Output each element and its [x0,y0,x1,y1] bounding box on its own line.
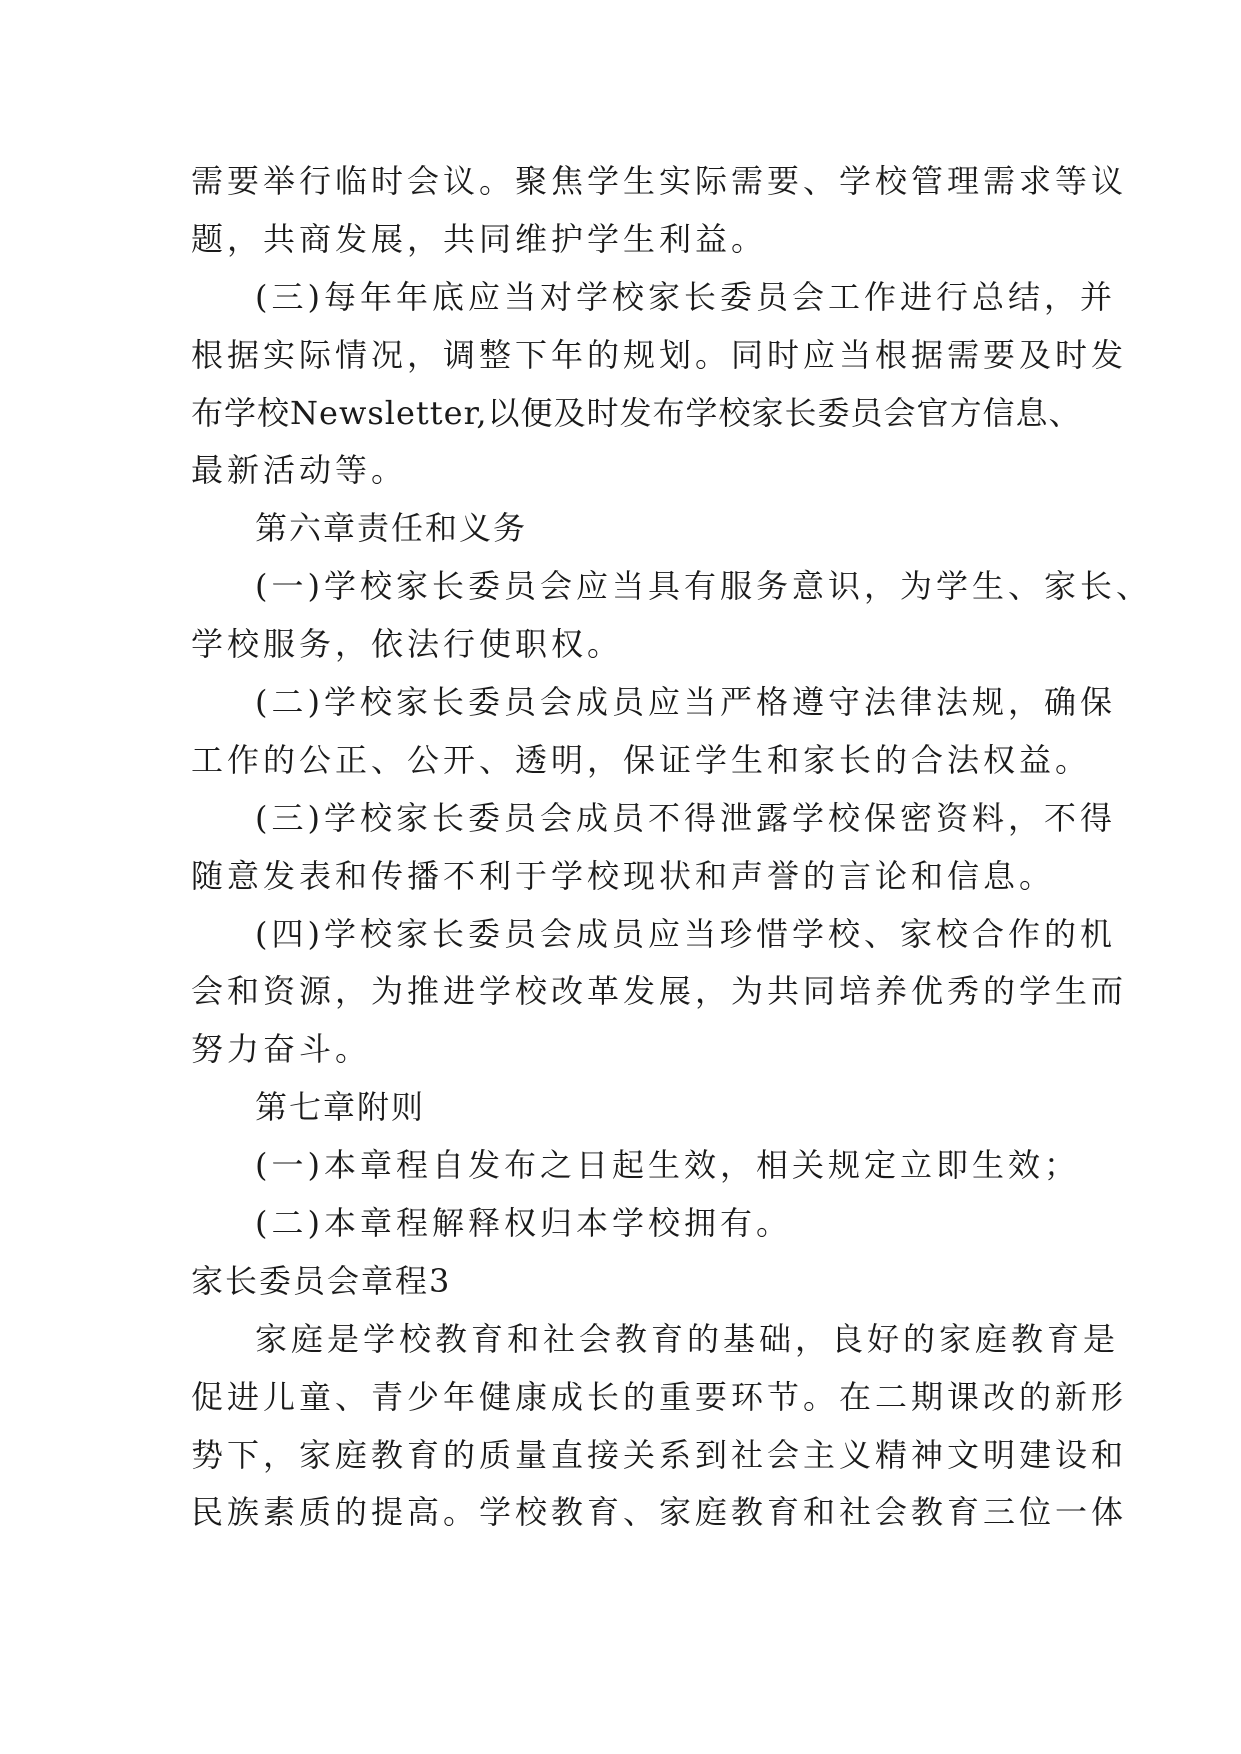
paragraph-line: 民族素质的提高。学校教育、家庭教育和社会教育三位一体 [191,1493,1128,1532]
paragraph-line: (二)学校家长委员会成员应当严格遵守法律法规，确保 [255,683,1116,722]
paragraph-line: 题，共商发展，共同维护学生利益。 [191,219,768,258]
paragraph-line: (三)每年年底应当对学校家长委员会工作进行总结，并 [255,277,1116,316]
paragraph-line: (一)本章程自发布之日起生效，相关规定立即生效； [255,1146,1080,1185]
paragraph-line: (四)学校家长委员会成员应当珍惜学校、家校合作的机 [255,914,1116,953]
paragraph-line: (三)学校家长委员会成员不得泄露学校保密资料，不得 [255,798,1116,837]
paragraph-line: (二)本章程解释权归本学校拥有。 [255,1204,792,1243]
paragraph-line: 工作的公正、公开、透明，保证学生和家长的合法权益。 [191,740,1092,779]
paragraph-line: 会和资源，为推进学校改革发展，为共同培养优秀的学生而 [191,972,1128,1011]
paragraph-line: 家庭是学校教育和社会教育的基础，良好的家庭教育是 [255,1319,1120,1358]
paragraph-line: 根据实际情况，调整下年的规划。同时应当根据需要及时发 [191,335,1128,374]
paragraph-line: 随意发表和传播不利于学校现状和声誉的言论和信息。 [191,856,1056,895]
paragraph-line: 努力奋斗。 [191,1030,372,1069]
paragraph-line: 布学校Newsletter,以便及时发布学校家长委员会官方信息、 [191,393,1082,432]
paragraph-line: 促进儿童、青少年健康成长的重要环节。在二期课改的新形 [191,1377,1128,1416]
paragraph-line: (一)学校家长委员会应当具有服务意识，为学生、家长、 [255,567,1152,606]
document-body [191,153,1152,1542]
paragraph-line: 学校服务，依法行使职权。 [191,625,624,664]
chapter-heading: 第六章责任和义务 [255,509,528,548]
paragraph-line: 最新活动等。 [191,451,408,490]
paragraph-line: 势下，家庭教育的质量直接关系到社会主义精神文明建设和 [191,1435,1128,1474]
section-title: 家长委员会章程3 [191,1261,452,1300]
paragraph-line: 需要举行临时会议。聚焦学生实际需要、学校管理需求等议 [191,162,1128,200]
chapter-heading: 第七章附则 [255,1088,426,1127]
